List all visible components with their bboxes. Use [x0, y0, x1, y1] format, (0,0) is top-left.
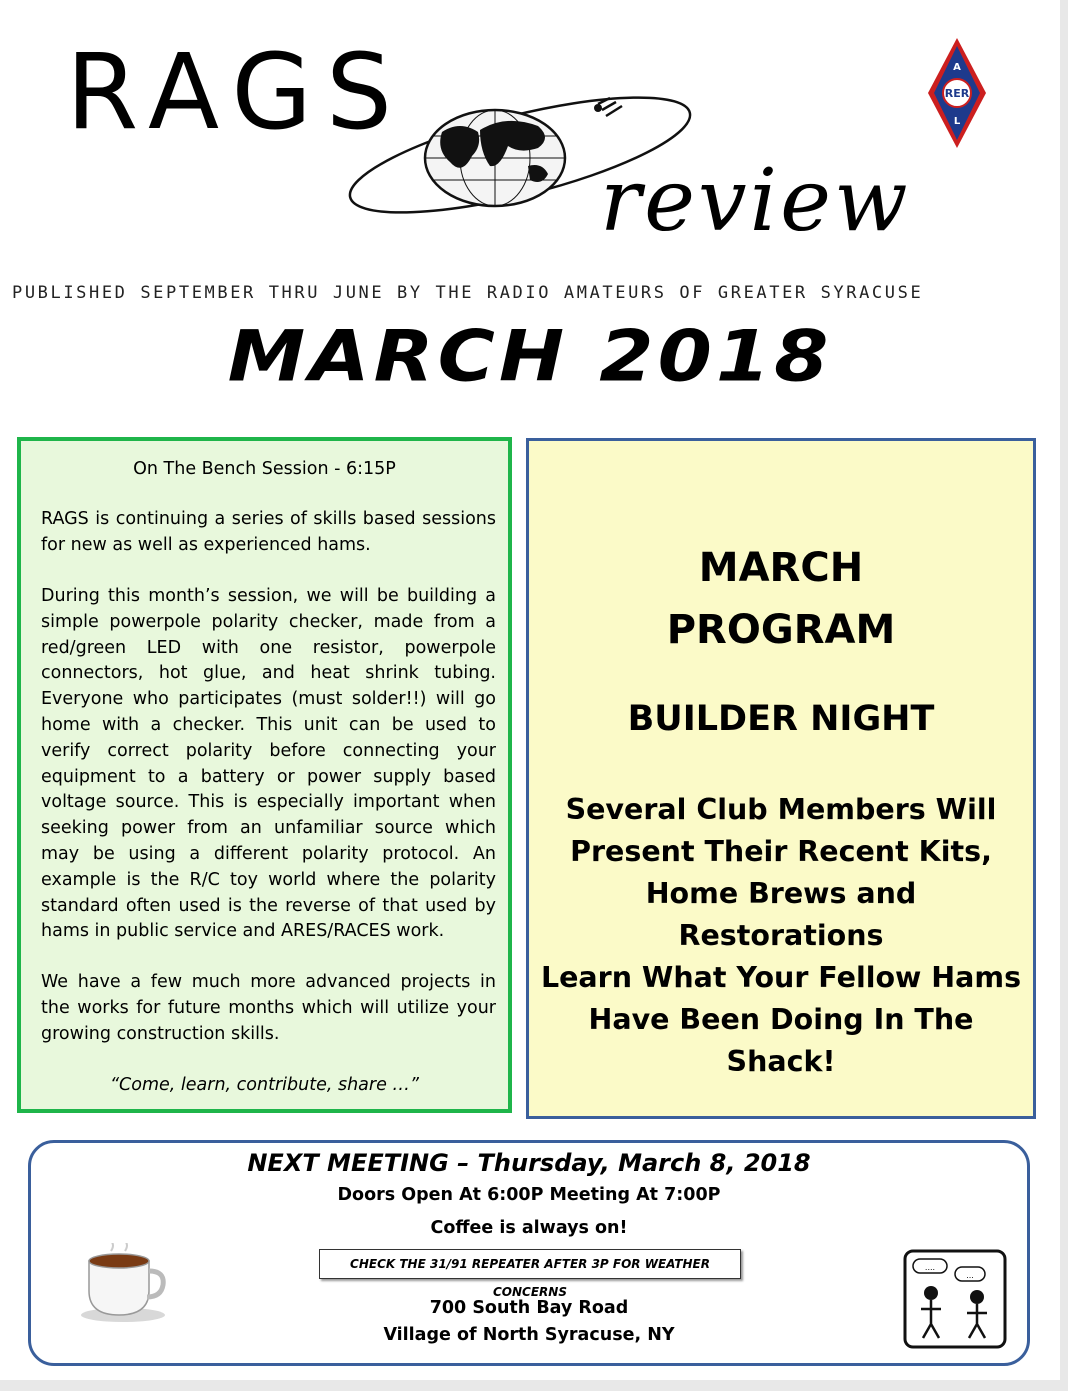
bench-quote: “Come, learn, contribute, share …” [109, 1075, 419, 1095]
meeting-coffee: Coffee is always on! [430, 1218, 628, 1238]
bench-paragraph-intro: RAGS is continuing a series of skills based sessions for new as well as experienced hams. [41, 509, 496, 555]
program-heading-line1: MARCH [698, 545, 864, 591]
bench-paragraph-details: During this month’s session, we will be building a simple powerpole polarity checker, made from a red/green LED with one resistor, powerpole connectors, hot glue, and heat shrink tubing. Everyone who participates (must solder!!) will go home with a checker. This unit can be used to verify correct polarity before connecting your equipment to a battery or power supply based voltage source. This is especially important when seeking power from an unfamiliar source which may be using a different polarity protocol. An example is the R/C toy world where the polarity standard often used is the reverse of that used by hams in public service and ARES/RACES work. [41, 586, 496, 942]
masthead-title: RAGS [66, 31, 406, 153]
svg-text:...: ... [966, 1271, 974, 1280]
svg-text:A: A [953, 62, 961, 73]
bench-paragraph-future: We have a few much more advanced projects in the works for future months which will utilize your growing construction skills. [41, 972, 496, 1044]
meeting-times: Doors Open At 6:00P Meeting At 7:00P [337, 1185, 721, 1205]
masthead-tagline: PUBLISHED SEPTEMBER THRU JUNE BY THE RADIO AMATEURS OF GREATER SYRACUSE [12, 283, 924, 303]
program-closing: Learn What Your Fellow Hams Have Been Doing In The Shack! [540, 961, 1022, 1078]
weather-notice: CHECK THE 31/91 REPEATER AFTER 3P FOR WEATHER CONCERNS [319, 1249, 741, 1279]
meeting-heading: NEXT MEETING – Thursday, March 8, 2018 [247, 1149, 811, 1177]
arrl-diamond-icon [926, 36, 988, 150]
svg-text:RER: RER [944, 87, 970, 100]
conversation-icon [903, 1249, 1007, 1349]
bench-title: On The Bench Session - 6:15P [133, 459, 396, 479]
program-subtitle: BUILDER NIGHT [627, 699, 935, 739]
issue-title: MARCH 2018 [227, 316, 833, 398]
program-box [526, 438, 1036, 1119]
svg-text:L: L [953, 116, 961, 127]
address-line2: Village of North Syracuse, NY [383, 1325, 675, 1345]
program-heading-line2: PROGRAM [666, 607, 896, 653]
address-line1: 700 South Bay Road [429, 1298, 629, 1318]
bench-session-box [17, 437, 512, 1113]
program-body: Several Club Members Will Present Their Recent Kits, Home Brews and Restorations [565, 793, 997, 952]
coffee-cup-icon [75, 1243, 171, 1323]
masthead-subtitle: review [600, 151, 911, 251]
program-heading [529, 537, 1033, 661]
svg-text:....: .... [924, 1263, 936, 1272]
next-meeting-box [28, 1140, 1030, 1366]
